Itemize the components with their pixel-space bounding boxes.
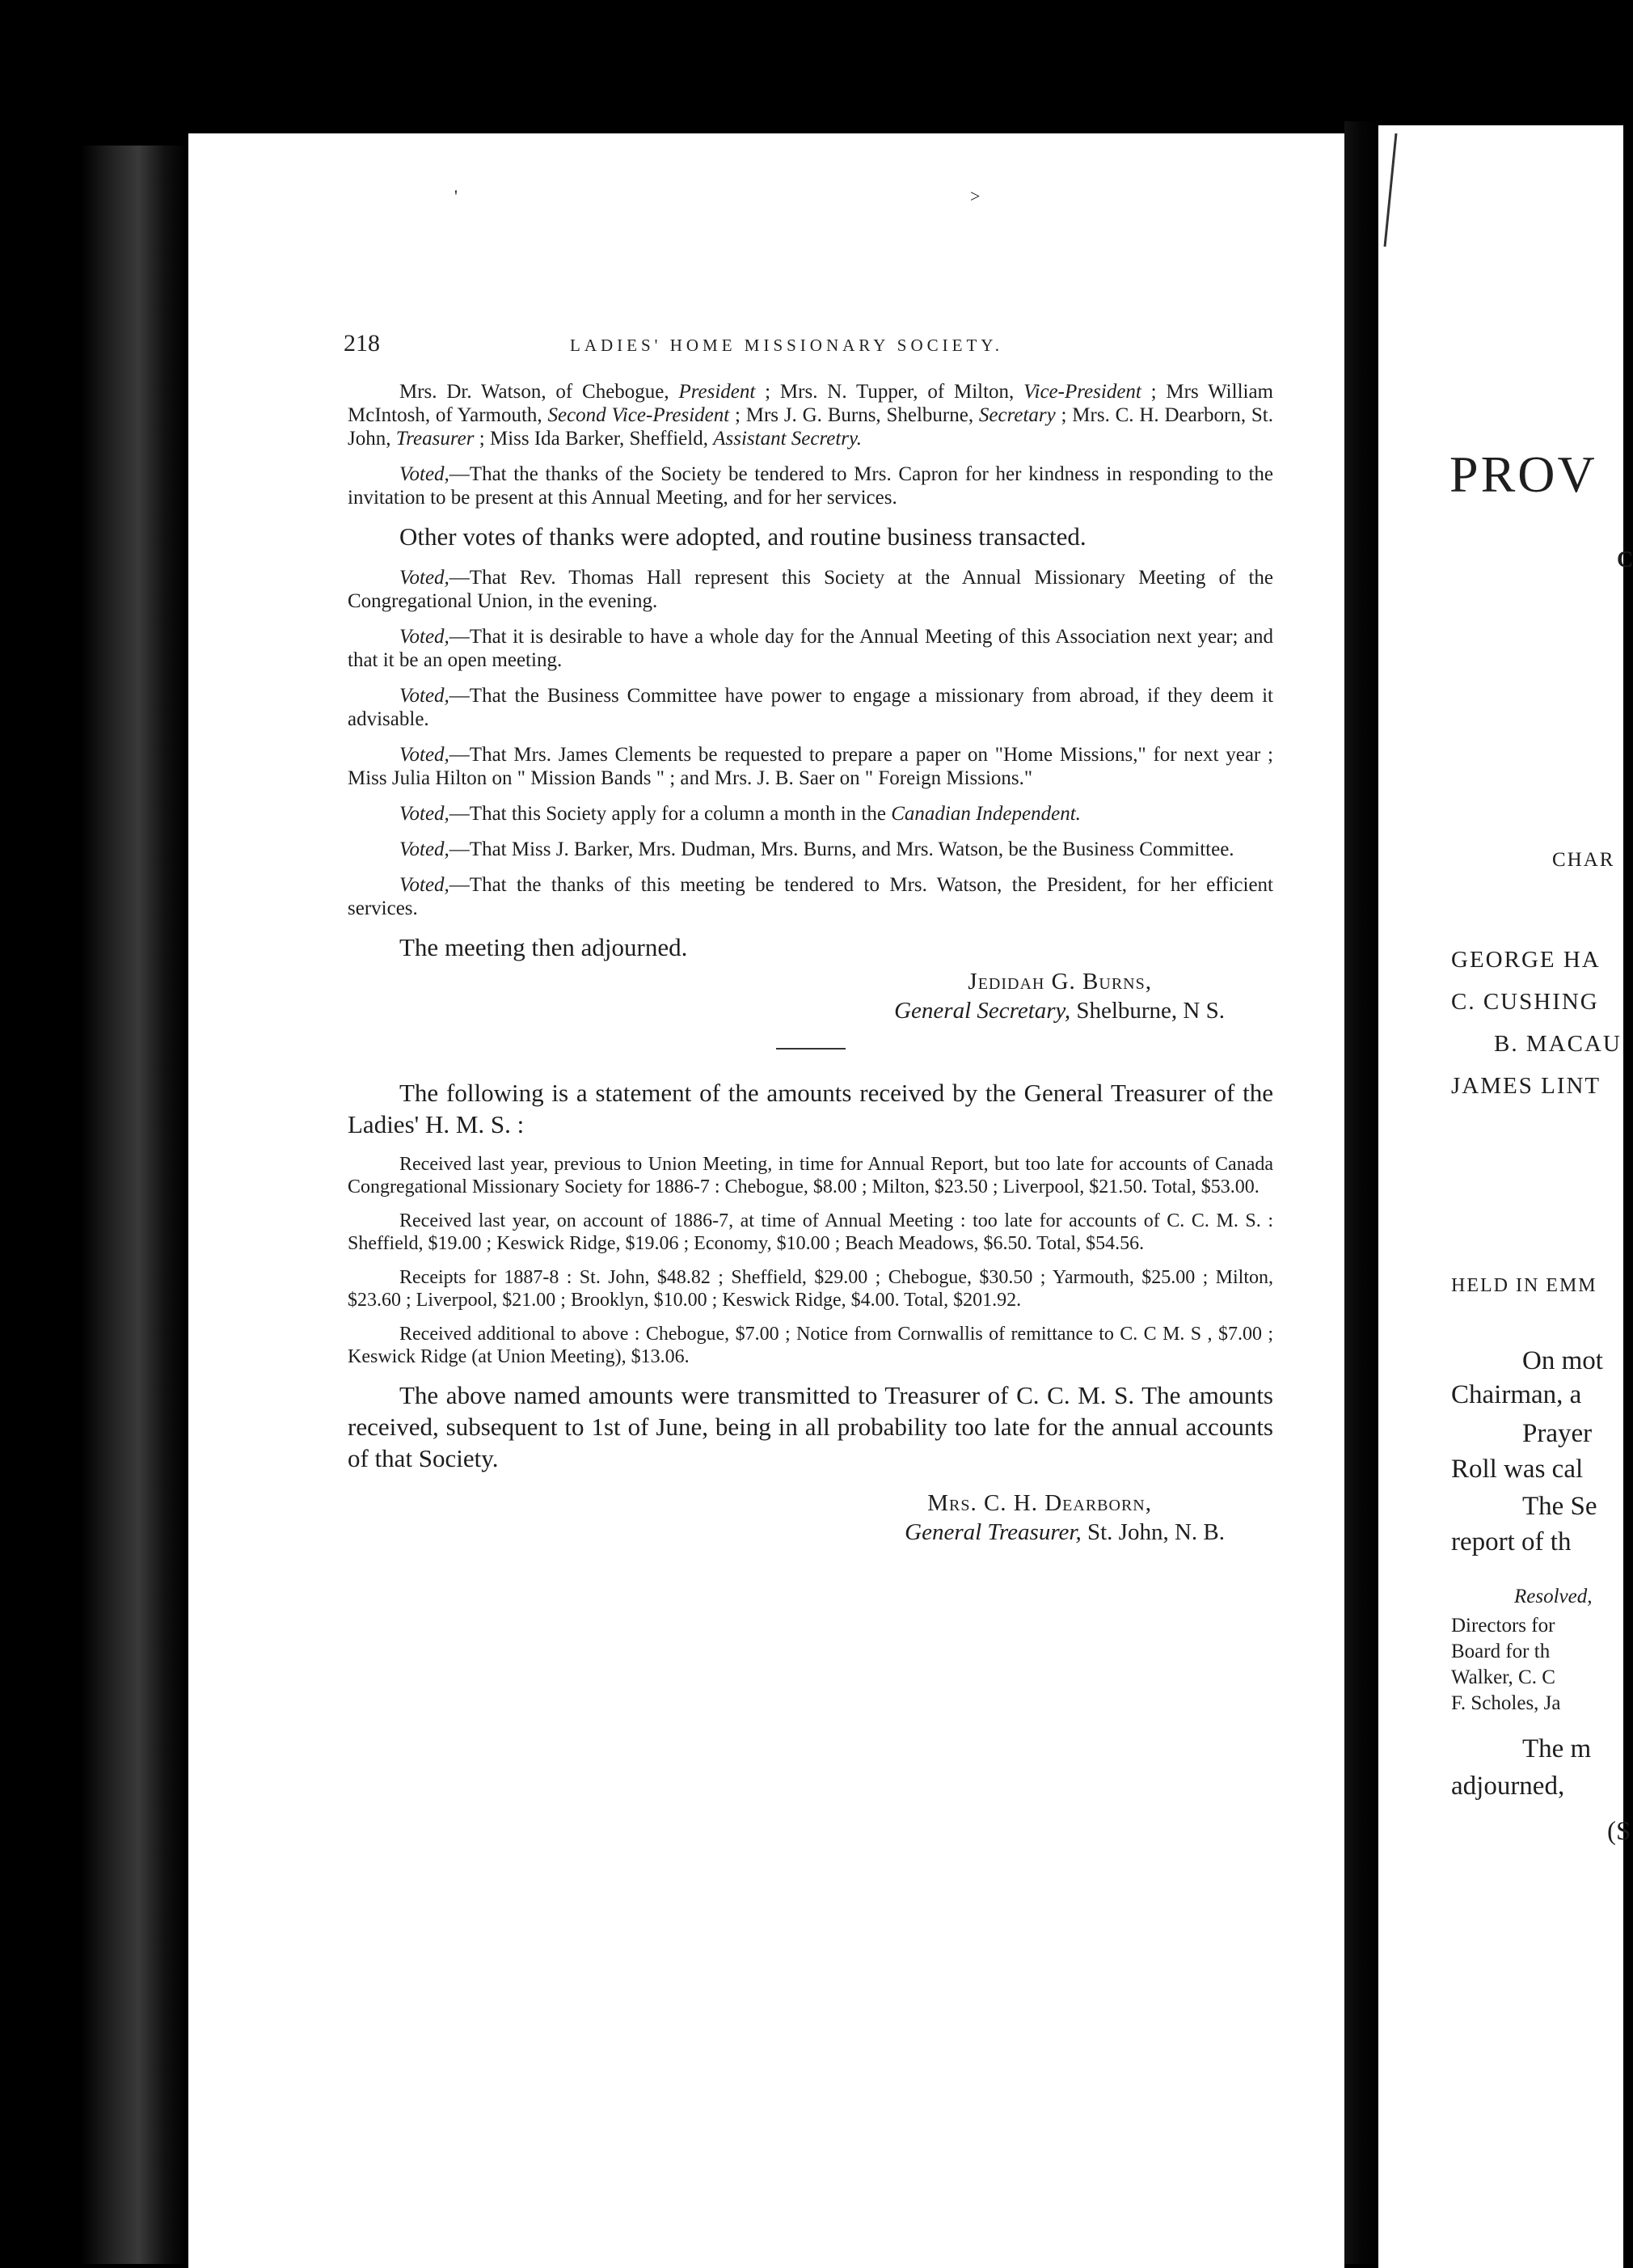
text: ; Miss Ida Barker, Sheffield,	[474, 428, 714, 450]
vote-lead: Voted,	[399, 744, 449, 766]
office-title: Assistant Secretry.	[713, 428, 862, 450]
vote-lead: Voted,	[399, 685, 449, 707]
transmitted-paragraph: The above named amounts were transmitted to Treasurer of C. C. M. S. The amounts received, subsequent to 1st of June, being in all probability too late for the annual accounts of that Society.	[348, 1381, 1273, 1472]
statement-intro: The following is a statement of the amounts received by the General Treasurer of the Ladies' H. M. S. :	[348, 1079, 1273, 1138]
vote-lead: Voted,	[399, 567, 449, 589]
right-line: The Se	[1522, 1492, 1597, 1521]
receipt-paragraph: Receipts for 1887-8 : St. John, $48.82 ; Sheffield, $29.00 ; Chebogue, $30.50 ; Yarmouth, $25.00 ; Milton, $23.60 ; Liverpool, $21.00 ; Brooklyn, $10.00 ; Keswick Ridge, $4.00. Total, $201.92.	[348, 1267, 1273, 1311]
vote-text: —That the thanks of this meeting be tendered to Mrs. Watson, the President, for her efficient services.	[348, 874, 1273, 919]
page-mark: >	[970, 186, 981, 206]
receipt-paragraph: Received last year, on account of 1886-7, at time of Annual Meeting : too late for accounts of C. C. M. S. : Sheffield, $19.00 ; Keswick Ridge, $19.06 ; Economy, $10.00 ; Beach Meadows, $6.50. Total, $54.56.	[348, 1210, 1273, 1254]
right-name: GEORGE HA	[1451, 947, 1601, 973]
vote-lead: Voted,	[399, 626, 449, 648]
vote-lead: Voted,	[399, 803, 449, 825]
office-title: Second Vice-President	[547, 404, 730, 426]
vote-paragraph	[348, 625, 1273, 672]
vote-text: —That Rev. Thomas Hall represent this Society at the Annual Missionary Meeting of the Congregational Union, in the evening.	[348, 567, 1273, 612]
page-number: 218	[344, 330, 380, 357]
vote-lead: Voted,	[399, 838, 449, 860]
signature-name: Jedidah G. Burns,	[968, 969, 1152, 995]
vote-text: —That this Society apply for a column a month in the	[449, 803, 892, 825]
adjourned-line: The meeting then adjourned.	[399, 933, 688, 961]
signature-place: Shelburne, N S.	[1070, 998, 1225, 1024]
right-small-line: Walker, C. C	[1451, 1666, 1555, 1688]
text: ; Mrs William McIntosh, of Yarmouth,	[348, 381, 1273, 426]
right-small-line: F. Scholes, Ja	[1451, 1692, 1561, 1714]
right-line: Prayer	[1522, 1419, 1593, 1448]
right-name: B. MACAU	[1494, 1031, 1622, 1057]
right-name: C. CUSHING	[1451, 989, 1599, 1015]
right-line: On mot	[1522, 1346, 1603, 1375]
vote-paragraph	[348, 838, 1273, 861]
signature-name: Mrs. C. H. Dearborn,	[927, 1490, 1152, 1516]
office-title: Secretary	[978, 404, 1056, 426]
right-held-heading: HELD IN EMM	[1451, 1275, 1597, 1296]
right-name: JAMES LINT	[1451, 1073, 1601, 1099]
right-resolved: Resolved,	[1514, 1586, 1593, 1607]
book-spine	[81, 146, 186, 2264]
right-title: PROV	[1449, 446, 1597, 503]
page-gutter	[1344, 121, 1378, 2264]
vote-text: —That Mrs. James Clements be requested to prepare a paper on "Home Missions," for next year ; Miss Julia Hilton on " Mission Bands " ; and Mrs. J. B. Saer on " Foreign Missions."	[348, 744, 1273, 789]
vote-paragraph	[348, 684, 1273, 731]
right-line: (S	[1607, 1817, 1631, 1846]
vote-paragraph	[348, 743, 1273, 790]
vote-text: —That the thanks of the Society be tendered to Mrs. Capron for her kindness in responding to the invitation to be present at this Annual Meeting, and for her services.	[348, 463, 1273, 509]
page-mark: '	[454, 186, 458, 206]
vote-text: —That Miss J. Barker, Mrs. Dudman, Mrs. Burns, and Mrs. Watson, be the Business Committee.	[449, 838, 1234, 860]
right-page	[1378, 125, 1633, 2268]
right-line: adjourned,	[1451, 1772, 1565, 1801]
signature-place: St. John, N. B.	[1081, 1519, 1225, 1545]
vote-text: —That it is desirable to have a whole day for the Annual Meeting of this Association next year; and that it be an open meeting.	[348, 626, 1273, 671]
periodical-title: Canadian Independent.	[891, 803, 1081, 825]
right-line: Chairman, a	[1451, 1380, 1582, 1409]
signature-title	[348, 996, 1273, 1025]
signature-title	[348, 1518, 1273, 1547]
left-page-body	[348, 380, 1273, 1547]
officers-paragraph	[348, 380, 1273, 450]
section-divider	[776, 1048, 846, 1050]
right-mark: C	[1617, 547, 1633, 572]
vote-lead: Voted,	[399, 463, 449, 485]
office-title: Vice-President	[1023, 381, 1141, 403]
text: ; Mrs J. G. Burns, Shelburne,	[729, 404, 979, 426]
page-header	[344, 330, 1265, 357]
signature-office: General Secretary,	[894, 998, 1071, 1024]
vote-paragraph	[348, 566, 1273, 613]
office-title: Treasurer	[395, 428, 475, 450]
text: ; Mrs. C. H. Dearborn, St. John,	[348, 404, 1273, 450]
vote-paragraph	[348, 462, 1273, 509]
text: ; Mrs. N. Tupper, of Milton,	[755, 381, 1024, 403]
other-votes-paragraph: Other votes of thanks were adopted, and routine business transacted.	[399, 522, 1087, 551]
right-charter-heading: CHAR	[1552, 849, 1615, 871]
vote-paragraph	[348, 802, 1273, 826]
vote-text: —That the Business Committee have power to engage a missionary from abroad, if they deem it advisable.	[348, 685, 1273, 730]
right-line: The m	[1522, 1734, 1592, 1763]
right-small-line: Directors for	[1451, 1615, 1555, 1637]
vote-lead: Voted,	[399, 874, 449, 896]
vote-paragraph	[348, 873, 1273, 920]
right-line: Roll was cal	[1451, 1455, 1584, 1484]
right-small-line: Board for th	[1451, 1641, 1551, 1662]
text: Mrs. Dr. Watson, of Chebogue,	[399, 381, 679, 403]
receipt-paragraph: Received last year, previous to Union Meeting, in time for Annual Report, but too late for accounts of Canada Congregational Missionary Society for 1886-7 : Chebogue, $8.00 ; Milton, $23.50 ; Liverpool, $21.50. Total, $53.00.	[348, 1154, 1273, 1197]
office-title: President	[678, 381, 756, 403]
right-line: report of th	[1451, 1527, 1572, 1556]
signature-office: General Treasurer,	[905, 1519, 1082, 1545]
page-scratch	[1378, 125, 1411, 255]
running-head: LADIES' HOME MISSIONARY SOCIETY.	[570, 336, 1003, 355]
receipt-paragraph: Received additional to above : Chebogue, $7.00 ; Notice from Cornwallis of remittance to C. C M. S , $7.00 ; Keswick Ridge (at Union Meeting), $13.06.	[348, 1324, 1273, 1367]
